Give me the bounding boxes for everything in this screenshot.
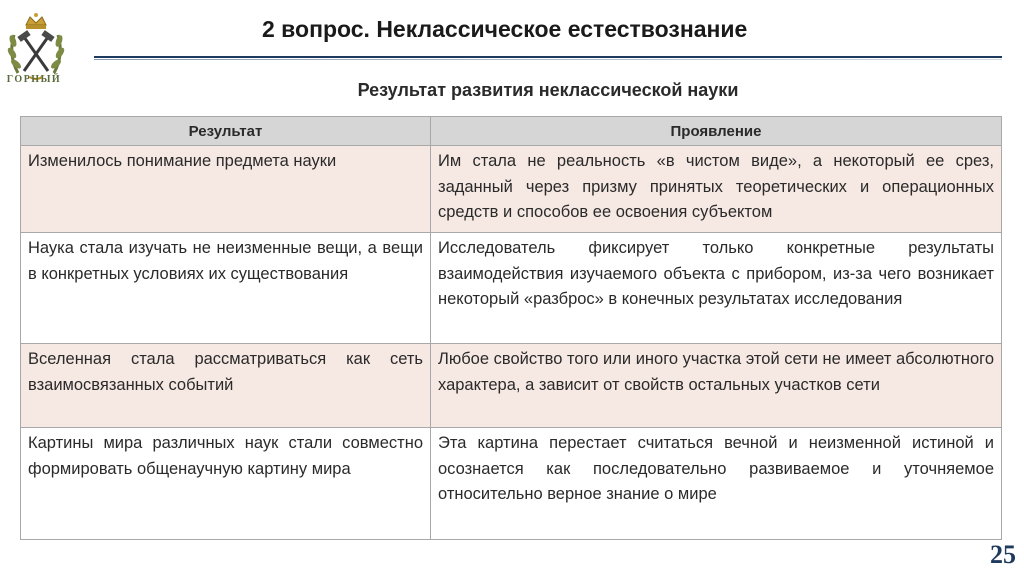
results-table (20, 116, 1002, 540)
manifestation-cell: Исследователь фиксирует только конкретные результаты взаимодействия изучаемого объекта с прибором, из-за чего возникает некоторый «разброс» в конечных результатах исследования (431, 233, 1002, 344)
title-divider-shadow (94, 59, 1002, 60)
table-row (21, 344, 1002, 428)
column-header-manifestation: Проявление (431, 117, 1002, 146)
table-row (21, 428, 1002, 540)
title-divider (94, 56, 1002, 58)
column-header-result: Результат (21, 117, 431, 146)
result-cell: Вселенная стала рассматриваться как сеть взаимосвязанных событий (21, 344, 431, 428)
page-title: 2 вопрос. Неклассическое естествознание (262, 16, 748, 42)
logo-caption: ГОРНЫЙ (6, 74, 62, 85)
table-row (21, 146, 1002, 233)
result-cell: Картины мира различных наук стали совместно формировать общенаучную картину мира (21, 428, 431, 540)
manifestation-cell: Им стала не реальность «в чистом виде», а некоторый ее срез, заданный через призму принятых теоретических и операционных средств и способов ее освоения субъектом (431, 146, 1002, 233)
section-subtitle: Результат развития неклассической науки (357, 80, 739, 100)
table-row (21, 233, 1002, 344)
page-number: 25 (990, 540, 1016, 569)
table-header-row (21, 117, 1002, 146)
manifestation-cell: Любое свойство того или иного участка этой сети не имеет абсолютного характера, а зависит от свойств остальных участков сети (431, 344, 1002, 428)
result-cell: Наука стала изучать не неизменные вещи, а вещи в конкретных условиях их существования (21, 233, 431, 344)
result-cell: Изменилось понимание предмета науки (21, 146, 431, 233)
manifestation-cell: Эта картина перестает считаться вечной и неизменной истиной и осознается как последовательно развиваемое и уточняемое относительно верное знание о мире (431, 428, 1002, 540)
